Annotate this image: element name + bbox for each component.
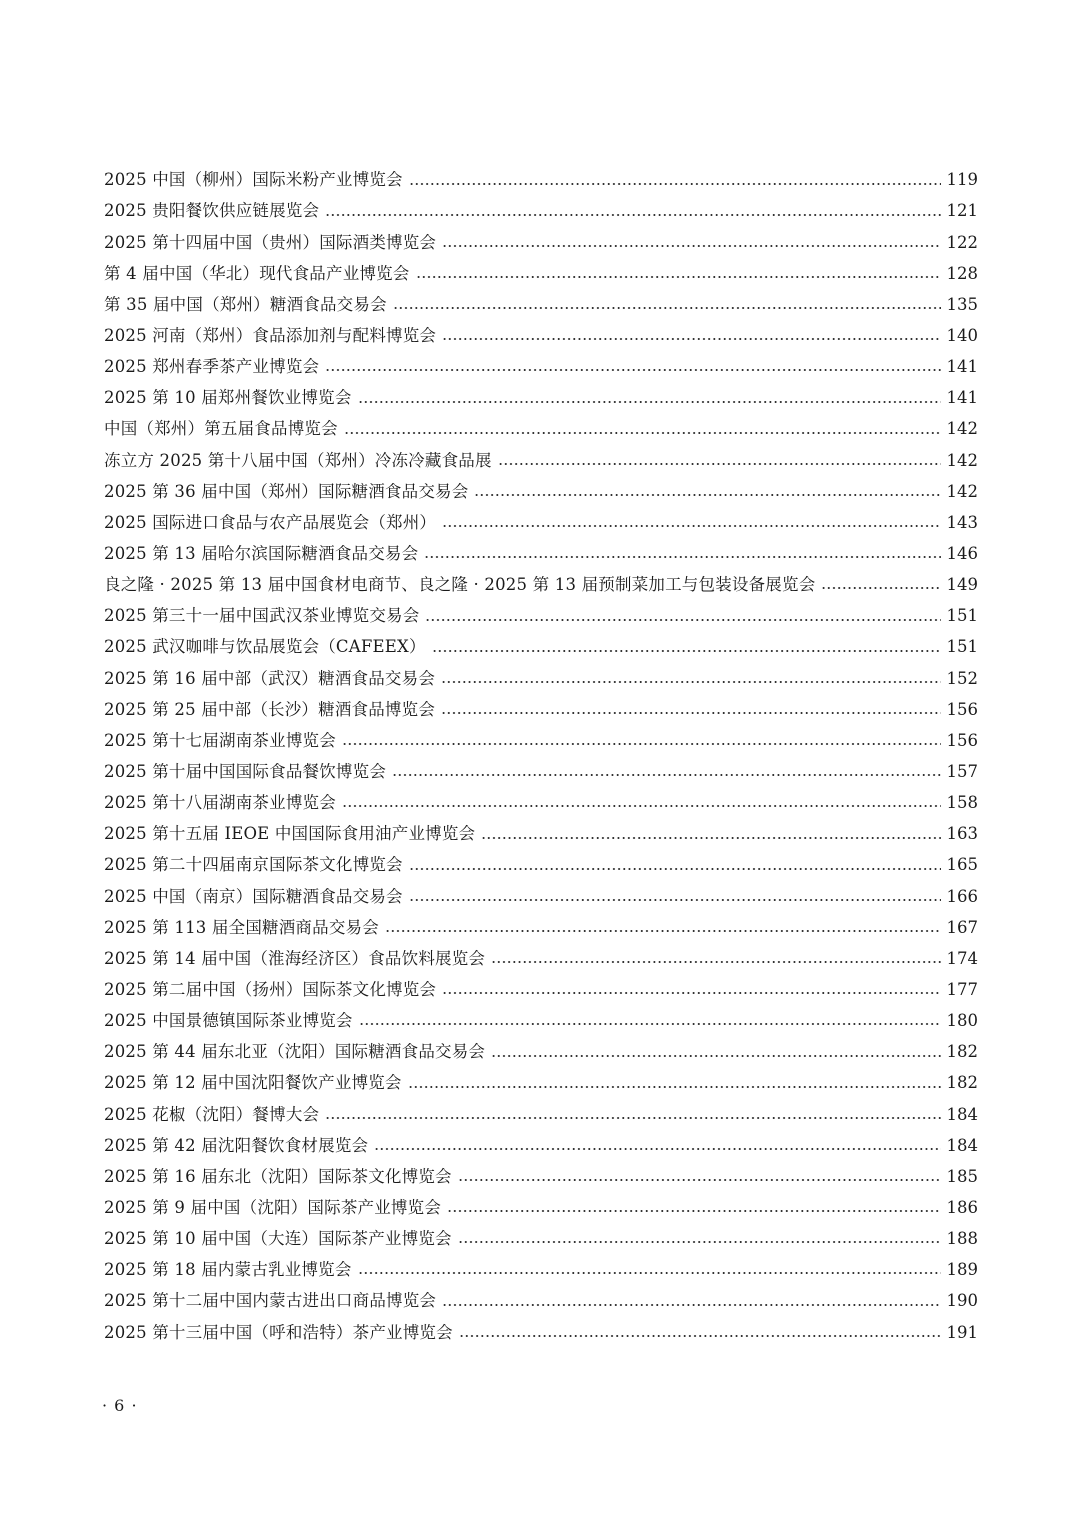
toc-entry-page: 135 — [946, 294, 978, 314]
table-of-contents — [104, 165, 978, 1348]
toc-entry-page: 140 — [946, 326, 978, 346]
dot-leader — [441, 681, 940, 683]
toc-entry[interactable] — [104, 1068, 978, 1099]
toc-entry[interactable] — [104, 196, 978, 227]
toc-entry-page: 156 — [946, 730, 978, 750]
toc-entry[interactable] — [104, 383, 978, 414]
toc-entry[interactable] — [104, 1224, 978, 1255]
toc-entry[interactable] — [104, 632, 978, 663]
toc-entry-page: 151 — [946, 606, 978, 626]
toc-entry[interactable] — [104, 912, 978, 943]
dot-leader — [392, 774, 940, 776]
toc-entry-title: 2025 河南（郑州）食品添加剂与配料博览会 — [104, 326, 437, 346]
dot-leader — [424, 556, 940, 558]
toc-entry-title: 2025 第 16 届中部（武汉）糖酒食品交易会 — [104, 668, 436, 688]
toc-entry-title: 2025 第 25 届中部（长沙）糖酒食品博览会 — [104, 699, 436, 719]
toc-entry-page: 180 — [946, 1011, 978, 1031]
toc-entry-page: 167 — [946, 917, 978, 937]
dot-leader — [459, 1335, 941, 1337]
toc-entry-title: 2025 中国（南京）国际糖酒食品交易会 — [104, 886, 403, 906]
toc-entry-page: 184 — [946, 1135, 978, 1155]
dot-leader — [442, 338, 940, 340]
dot-leader — [344, 432, 941, 434]
toc-entry-page: 182 — [946, 1042, 978, 1062]
toc-entry-title: 2025 第 113 届全国糖酒商品交易会 — [104, 917, 379, 937]
toc-entry[interactable] — [104, 788, 978, 819]
dot-leader — [425, 619, 940, 621]
toc-entry[interactable] — [104, 1037, 978, 1068]
toc-entry-title: 2025 第十届中国国际食品餐饮博览会 — [104, 761, 387, 781]
toc-entry[interactable] — [104, 726, 978, 757]
toc-entry-title: 2025 第 16 届东北（沈阳）国际茶文化博览会 — [104, 1166, 452, 1186]
toc-entry-title: 2025 国际进口食品与农产品展览会（郑州） — [104, 512, 437, 532]
toc-entry-title: 良之隆 · 2025 第 13 届中国食材电商节、良之隆 · 2025 第 13 届预制菜加工与包装设备展览会 — [104, 575, 816, 595]
toc-entry[interactable] — [104, 165, 978, 196]
toc-entry-title: 2025 第十四届中国（贵州）国际酒类博览会 — [104, 232, 437, 252]
page-number: · 6 · — [102, 1396, 138, 1415]
dot-leader — [342, 805, 941, 807]
toc-entry-page: 141 — [946, 388, 978, 408]
toc-entry-page: 163 — [946, 824, 978, 844]
toc-entry[interactable] — [104, 445, 978, 476]
toc-entry[interactable] — [104, 539, 978, 570]
toc-entry-title: 2025 第十二届中国内蒙古进出口商品博览会 — [104, 1291, 437, 1311]
toc-entry[interactable] — [104, 258, 978, 289]
dot-leader — [442, 525, 940, 527]
toc-entry-title: 2025 第 13 届哈尔滨国际糖酒食品交易会 — [104, 544, 419, 563]
toc-entry-title: 2025 第 44 届东北亚（沈阳）国际糖酒食品交易会 — [104, 1042, 486, 1062]
toc-entry-page: 157 — [946, 761, 978, 781]
toc-entry[interactable] — [104, 881, 978, 912]
dot-leader — [325, 1117, 940, 1119]
toc-entry-title: 2025 第十八届湖南茶业博览会 — [104, 793, 336, 813]
toc-entry-title: 2025 第 12 届中国沈阳餐饮产业博览会 — [104, 1073, 402, 1093]
toc-entry-page: 166 — [946, 886, 978, 906]
dot-leader — [442, 1304, 940, 1306]
toc-entry-page: 142 — [946, 419, 978, 439]
toc-entry[interactable] — [104, 1286, 978, 1317]
toc-entry[interactable] — [104, 819, 978, 850]
toc-entry-page: 182 — [946, 1073, 978, 1093]
dot-leader — [358, 401, 941, 403]
toc-entry[interactable] — [104, 1162, 978, 1193]
toc-entry[interactable] — [104, 757, 978, 788]
toc-entry[interactable] — [104, 1317, 978, 1348]
toc-entry-title: 2025 第 14 届中国（淮海经济区）食品饮料展览会 — [104, 948, 486, 968]
toc-entry-title: 2025 第 9 届中国（沈阳）国际茶产业博览会 — [104, 1197, 442, 1217]
dot-leader — [442, 992, 940, 994]
toc-entry[interactable] — [104, 290, 978, 321]
toc-entry-page: 142 — [946, 481, 978, 501]
dot-leader — [474, 494, 940, 496]
toc-entry-title: 2025 第 10 届郑州餐饮业博览会 — [104, 388, 352, 408]
toc-entry-page: 128 — [946, 263, 978, 283]
toc-entry-title: 2025 第二届中国（扬州）国际茶文化博览会 — [104, 979, 437, 999]
toc-entry[interactable] — [104, 1193, 978, 1224]
dot-leader — [432, 650, 941, 652]
toc-entry[interactable] — [104, 476, 978, 507]
dot-leader — [416, 276, 941, 278]
toc-entry-page: 142 — [946, 450, 978, 470]
toc-entry-title: 中国（郑州）第五届食品博览会 — [104, 419, 338, 439]
toc-entry-page: 149 — [946, 575, 978, 595]
toc-entry-page: 186 — [946, 1197, 978, 1217]
toc-entry-page: 158 — [946, 793, 978, 813]
dot-leader — [385, 930, 941, 932]
toc-entry[interactable] — [104, 663, 978, 694]
toc-entry-page: 141 — [946, 357, 978, 377]
toc-entry[interactable] — [104, 321, 978, 352]
toc-entry-page: 165 — [946, 855, 978, 875]
toc-entry-page: 191 — [946, 1322, 978, 1342]
toc-entry[interactable] — [104, 944, 978, 975]
toc-entry[interactable] — [104, 414, 978, 445]
toc-entry-page: 188 — [946, 1229, 978, 1249]
dot-leader — [491, 1055, 940, 1057]
toc-entry[interactable] — [104, 1130, 978, 1161]
dot-leader — [498, 463, 941, 465]
toc-entry-page: 119 — [946, 170, 978, 190]
toc-entry[interactable] — [104, 570, 978, 601]
dot-leader — [458, 1179, 941, 1181]
toc-entry[interactable] — [104, 508, 978, 539]
toc-entry[interactable] — [104, 1099, 978, 1130]
dot-leader — [447, 1210, 940, 1212]
toc-entry-title: 2025 中国景德镇国际茶业博览会 — [104, 1011, 353, 1031]
toc-entry-title: 2025 第 10 届中国（大连）国际茶产业博览会 — [104, 1229, 452, 1249]
toc-entry-title: 2025 第十三届中国（呼和浩特）茶产业博览会 — [104, 1322, 453, 1342]
dot-leader — [374, 1148, 940, 1150]
toc-entry-title: 2025 第 18 届内蒙古乳业博览会 — [104, 1260, 352, 1280]
toc-entry-title: 2025 武汉咖啡与饮品展览会（CAFEEX） — [104, 637, 426, 657]
dot-leader — [409, 183, 941, 185]
toc-entry-page: 152 — [946, 668, 978, 688]
toc-entry-title: 第 4 届中国（华北）现代食品产业博览会 — [104, 263, 410, 283]
toc-entry-page: 151 — [946, 637, 978, 657]
dot-leader — [342, 743, 941, 745]
dot-leader — [409, 899, 941, 901]
toc-entry[interactable] — [104, 227, 978, 258]
toc-entry-page: 190 — [946, 1291, 978, 1311]
dot-leader — [325, 214, 940, 216]
toc-entry-page: 189 — [946, 1260, 978, 1280]
dot-leader — [458, 1241, 941, 1243]
toc-entry-title: 冻立方 2025 第十八届中国（郑州）冷冻冷藏食品展 — [104, 450, 492, 470]
toc-entry-title: 2025 第十五届 IEOE 中国国际食用油产业博览会 — [104, 824, 476, 844]
toc-entry-page: 143 — [946, 512, 978, 532]
toc-entry-page: 185 — [946, 1166, 978, 1186]
dot-leader — [359, 1023, 941, 1025]
toc-entry-page: 122 — [946, 232, 978, 252]
dot-leader — [491, 961, 940, 963]
toc-entry[interactable] — [104, 694, 978, 725]
dot-leader — [441, 712, 940, 714]
toc-entry-title: 2025 中国（柳州）国际米粉产业博览会 — [104, 170, 403, 190]
toc-entry-page: 174 — [946, 948, 978, 968]
toc-entry-page: 156 — [946, 699, 978, 719]
dot-leader — [393, 307, 941, 309]
toc-entry-page: 146 — [946, 544, 978, 563]
toc-entry-page: 121 — [946, 201, 978, 221]
toc-entry[interactable] — [104, 975, 978, 1006]
toc-entry-title: 2025 第十七届湖南茶业博览会 — [104, 730, 336, 750]
toc-entry[interactable] — [104, 1006, 978, 1037]
dot-leader — [409, 868, 941, 870]
toc-entry-title: 2025 第 36 届中国（郑州）国际糖酒食品交易会 — [104, 481, 469, 501]
toc-entry-title: 2025 郑州春季茶产业博览会 — [104, 357, 320, 377]
toc-entry-title: 2025 第二十四届南京国际茶文化博览会 — [104, 855, 403, 875]
dot-leader — [821, 587, 940, 589]
dot-leader — [358, 1272, 941, 1274]
toc-entry-title: 2025 第三十一届中国武汉茶业博览交易会 — [104, 606, 420, 626]
dot-leader — [481, 837, 940, 839]
dot-leader — [408, 1086, 941, 1088]
dot-leader — [325, 369, 940, 371]
toc-entry-page: 177 — [946, 979, 978, 999]
toc-entry-title: 2025 贵阳餐饮供应链展览会 — [104, 201, 320, 221]
toc-entry[interactable] — [104, 352, 978, 383]
toc-entry[interactable] — [104, 601, 978, 632]
toc-entry[interactable] — [104, 1255, 978, 1286]
dot-leader — [442, 245, 940, 247]
toc-entry-title: 2025 花椒（沈阳）餐博大会 — [104, 1104, 320, 1124]
toc-entry-title: 第 35 届中国（郑州）糖酒食品交易会 — [104, 294, 387, 314]
toc-entry-title: 2025 第 42 届沈阳餐饮食材展览会 — [104, 1135, 369, 1155]
toc-entry[interactable] — [104, 850, 978, 881]
toc-entry-page: 184 — [946, 1104, 978, 1124]
